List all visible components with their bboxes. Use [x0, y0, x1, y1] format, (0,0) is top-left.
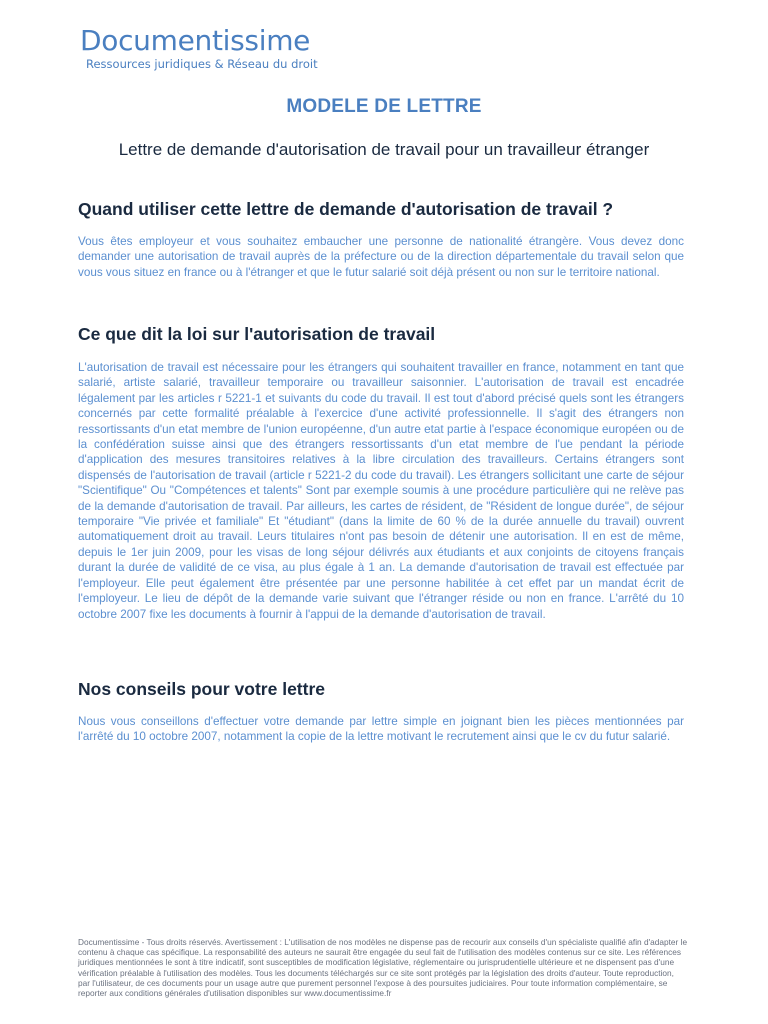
documentissime-logo[interactable] [80, 24, 318, 71]
section-heading-when-to-use: Quand utiliser cette lettre de demande d'autorisation de travail ? [78, 199, 614, 219]
section-body-law: L'autorisation de travail est nécessaire pour les étrangers qui souhaitent travailler en france, notamment en tant que salarié, artiste salarié, travailleur temporaire ou travailleur saisonnier. L'autorisation de travail est encadrée légalement par les articles r 5221-1 et suivants du code du travail. Il est tout d'abord précisé quels sont les étrangers concernés par cette formalité préalable à l'exercice d'une activité professionnelle. Il s'agit des étrangers non ressortissants d'un etat membre de l'union européenne, d'un autre etat partie à l'espace économique européen ou de la confédération suisse ainsi que des étrangers ressortissants d'un etat membre de l'ue pendant la période d'application des mesures transitoires relatives à la libre circulation des travailleurs. Certains étrangers sont dispensés de l'autorisation de travail (article r 5221-2 du code du travail). Les étrangers sollicitant une carte de séjour "Scientifique" Ou "Compétences et talents" Sont par exemple soumis à une procédure particulière qui ne relève pas de la demande d'autorisation de travail. Par ailleurs, les cartes de résident, de "Résident de longue durée", de séjour temporaire "Vie privée et familiale" Et "étudiant" (dans la limite de 60 % de la durée annuelle du travail) ouvrent automatiquement droit au travail. Leurs titulaires n'ont pas besoin de détenir une autorisation. Il en est de même, depuis le 1er juin 2009, pour les visas de long séjour délivrés aux étudiants et aux conjoints de citoyens français durant la durée de validité de ce visa, au plus égale à 1 an. La demande d'autorisation de travail est effectuée par l'employeur. Elle peut également être présentée par une personne habilitée à cet effet par un mandat écrit de l'employeur. Le lieu de dépôt de la demande varie suivant que l'étranger réside ou non en france. L'arrêté du 10 octobre 2007 fixe les documents à fournir à l'appui de la demande d'autorisation de travail. [78, 361, 684, 621]
section-heading-advice: Nos conseils pour votre lettre [78, 679, 326, 699]
document-title: Lettre de demande d'autorisation de travail pour un travailleur étranger [118, 140, 650, 159]
document-type-label: MODELE DE LETTRE [286, 96, 482, 117]
logo-tagline: Ressources juridiques & Réseau du droit [86, 57, 318, 71]
legal-footer: Documentissime - Tous droits réservés. Avertissement : L'utilisation de nos modèles ne dispense pas de recourir aux conseils d'un spécialiste qualifié afin d'adapter le contenu à chaque cas spécifique. La responsabilité des auteurs ne saurait être engagée du seul fait de l'utilisation des modèles contenus sur ce site. Les références juridiques mentionnées le sont à titre indicatif, sont susceptibles de modification législative, réglementaire ou jurisprudentielle ultérieure et ne dispensent pas d'une vérification préalable à l'utilisation des modèles. Tous les documents téléchargés sur ce site sont protégés par la législation des droits d'auteur. Toute reproduction, par l'utilisateur, de ces documents pour un usage autre que purement personnel l'expose à des poursuites judiciaires. Pour toute information complémentaire, se reporter aux conditions générales d'utilisation disponibles sur www.documentissime.fr [78, 937, 688, 999]
logo-title: Documentissime [80, 24, 311, 57]
section-heading-law: Ce que dit la loi sur l'autorisation de travail [78, 324, 436, 344]
section-body-when-to-use: Vous êtes employeur et vous souhaitez embaucher une personne de nationalité étrangère. Vous devez donc demander une autorisation de travail auprès de la préfecture ou de la direction départementale du travail selon que vous vous situez en france ou à l'étranger et que le futur salarié soit déjà présent ou non sur le territoire national. [78, 235, 684, 279]
section-body-advice: Nous vous conseillons d'effectuer votre demande par lettre simple en joignant bien les pièces mentionnées par l'arrêté du 10 octobre 2007, notamment la copie de la lettre motivant le recrutement ainsi que le cv du futur salarié. [78, 715, 684, 744]
